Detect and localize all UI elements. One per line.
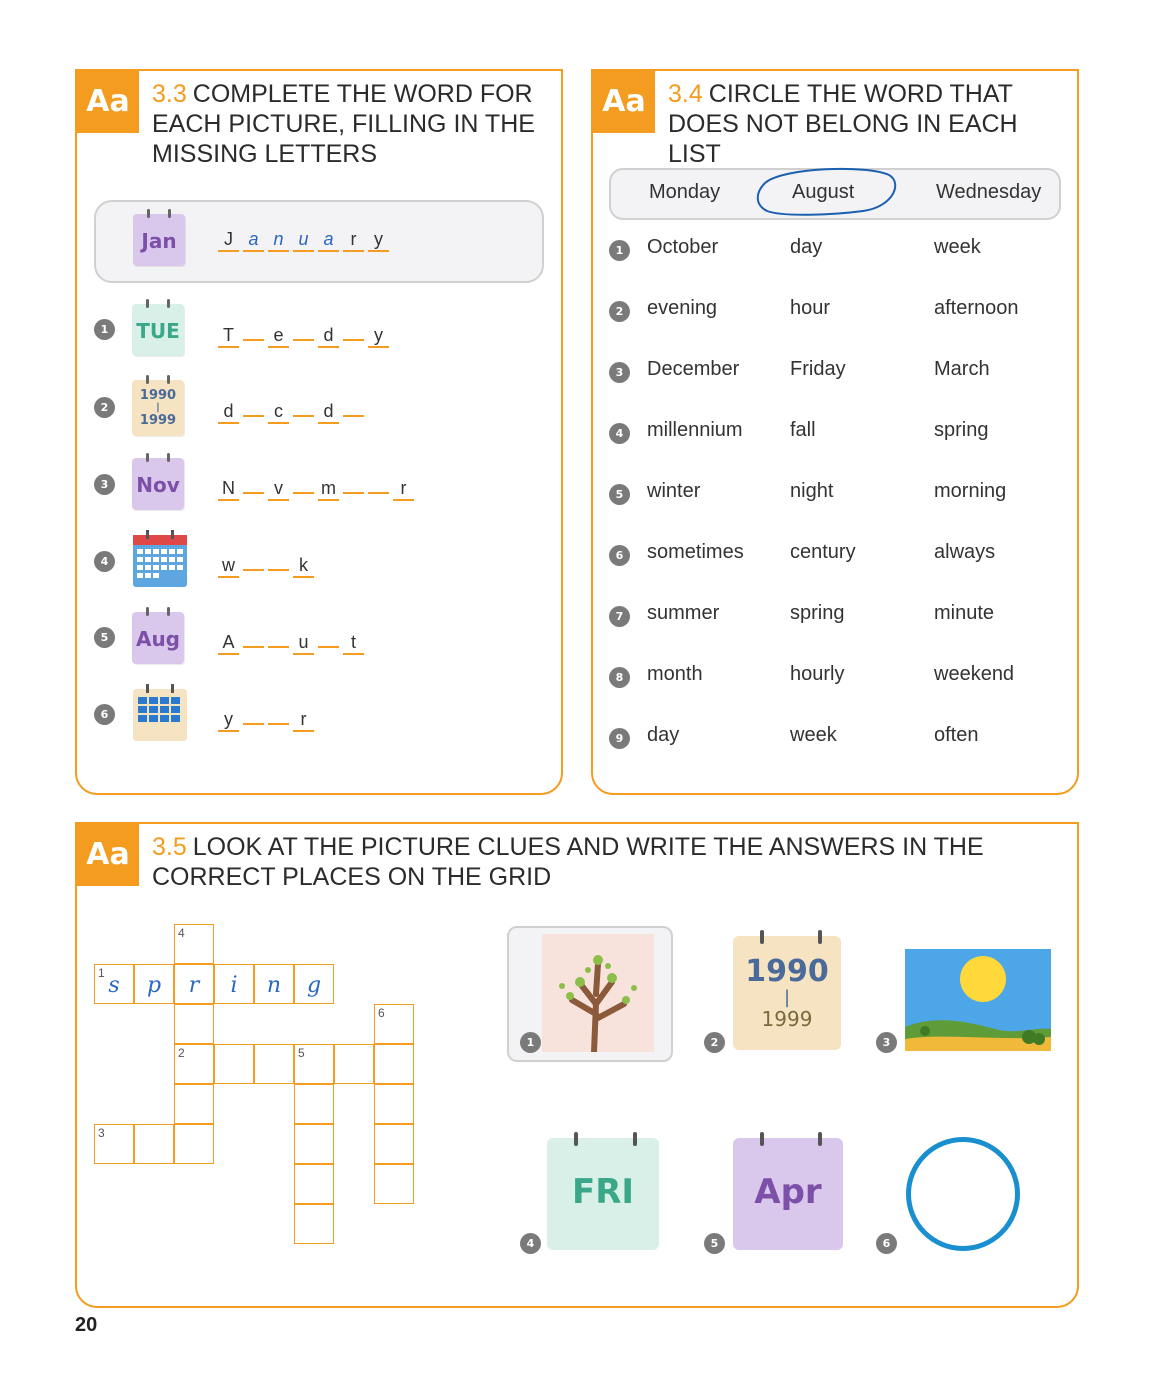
blank[interactable] (243, 470, 264, 494)
exercise-number: 3.5 (152, 833, 187, 861)
clue-number: 5 (704, 1233, 725, 1254)
grid-cell[interactable]: p (134, 964, 174, 1004)
item-number: 9 (609, 728, 630, 749)
letter: m (318, 477, 339, 501)
grid-cell[interactable] (374, 1164, 414, 1204)
circle-icon (906, 1137, 1020, 1251)
calendar-top-year: 1990 (745, 954, 829, 989)
grid-cell[interactable] (294, 1164, 334, 1204)
word-option[interactable]: afternoon (934, 297, 1019, 319)
exercise-3-3-panel (75, 69, 563, 795)
grid-cell[interactable]: 2 (174, 1044, 214, 1084)
item-number: 6 (94, 704, 115, 725)
grid-cell[interactable] (174, 1004, 214, 1044)
item-number: 5 (609, 484, 630, 505)
calendar-ring (818, 1132, 822, 1146)
word-blanks-5 (218, 624, 368, 652)
word-blanks-2 (218, 393, 368, 421)
grid-cell[interactable]: 1 s (94, 964, 134, 1004)
blank[interactable] (243, 393, 264, 417)
word: August (792, 181, 855, 203)
exercise-number: 3.4 (668, 80, 703, 108)
decade-calendar-icon: 1990 | 1999 (132, 380, 184, 436)
blank[interactable] (268, 624, 289, 648)
grid-cell[interactable]: i (214, 964, 254, 1004)
apr-calendar-picture: Apr (733, 1138, 843, 1250)
item-number: 4 (94, 551, 115, 572)
calendar-ring (760, 1132, 764, 1146)
blank[interactable] (343, 393, 364, 417)
clue-number: 3 (876, 1032, 897, 1053)
blank[interactable] (243, 317, 264, 341)
letter: c (268, 400, 289, 424)
item-number: 2 (609, 301, 630, 322)
clue-number: 6 (876, 1233, 897, 1254)
letter: y (368, 228, 389, 252)
blank[interactable] (343, 317, 364, 341)
grid-cell[interactable] (374, 1044, 414, 1084)
item-number: 8 (609, 667, 630, 688)
word-blanks-4 (218, 547, 318, 575)
calendar-icon: TUE (132, 304, 184, 356)
word-option[interactable]: spring (790, 602, 845, 624)
letter: n (268, 228, 289, 252)
grid-cell[interactable]: 5 (294, 1044, 334, 1084)
word-option[interactable]: evening (647, 297, 718, 319)
item-number: 1 (609, 240, 630, 261)
item-number: 3 (94, 474, 115, 495)
word-option[interactable]: month (647, 663, 703, 685)
calendar-icon: Nov (132, 458, 184, 510)
word-option[interactable]: day (790, 236, 823, 258)
grid-cell[interactable]: 3 (94, 1124, 134, 1164)
word-option[interactable]: often (934, 724, 979, 746)
calendar-bottom-year: 1999 (139, 413, 177, 428)
letter: T (218, 324, 239, 348)
calendar-top-year: 1990 (139, 388, 177, 403)
grid-cell[interactable] (294, 1084, 334, 1124)
blank[interactable] (293, 317, 314, 341)
calendar-ring (760, 930, 764, 944)
blank[interactable] (268, 701, 289, 725)
word-option[interactable]: October (647, 236, 719, 258)
blank[interactable] (243, 624, 264, 648)
hand-drawn-circle (753, 165, 899, 221)
letter: a (243, 228, 264, 252)
sunny-landscape-icon (905, 949, 1051, 1051)
item-number: 1 (94, 319, 115, 340)
word-blanks-6 (218, 701, 318, 729)
letter: d (218, 400, 239, 424)
word-blanks-3 (218, 470, 418, 498)
letter: d (318, 324, 339, 348)
letter: v (268, 477, 289, 501)
blank[interactable] (318, 624, 339, 648)
letter: u (293, 228, 314, 252)
word-option[interactable]: week (790, 724, 837, 746)
grid-cell[interactable] (334, 1044, 374, 1084)
letter: A (218, 631, 239, 655)
grid-cell[interactable]: 4 (174, 924, 214, 964)
word-option[interactable]: morning (934, 480, 1007, 502)
item-number: 4 (609, 423, 630, 444)
word: Monday (649, 181, 721, 203)
exercise-instruction: CIRCLE THE WORD THAT DOES NOT BELONG IN EACH LIST (668, 80, 1018, 168)
exercise-3-4-panel (591, 69, 1079, 795)
letter: J (218, 228, 239, 252)
word-option[interactable]: sometimes (647, 541, 744, 563)
word-option[interactable]: Friday (790, 358, 846, 380)
fri-calendar-picture: FRI (547, 1138, 659, 1250)
grid-cell[interactable] (294, 1204, 334, 1244)
grid-cell[interactable]: 6 (374, 1004, 414, 1044)
grid-cell[interactable] (294, 1124, 334, 1164)
item-number: 6 (609, 545, 630, 566)
grid-cell[interactable] (134, 1124, 174, 1164)
word-option[interactable]: summer (647, 602, 720, 624)
word-option[interactable]: day (647, 724, 680, 746)
exercise-instruction: LOOK AT THE PICTURE CLUES AND WRITE THE ANSWERS IN THE CORRECT PLACES ON THE GRID (152, 833, 984, 891)
calendar-year-icon (132, 683, 188, 743)
exercise-number: 3.3 (152, 80, 187, 108)
letter: N (218, 477, 239, 501)
tree-icon (542, 934, 654, 1052)
grid-cell[interactable]: n (254, 964, 294, 1004)
item-number: 2 (94, 397, 115, 418)
blank[interactable] (293, 470, 314, 494)
grid-cell[interactable]: g (294, 964, 334, 1004)
blank[interactable] (343, 470, 364, 494)
letter: r (393, 477, 414, 501)
word-option[interactable]: hour (790, 297, 831, 319)
word-option[interactable]: winter (647, 480, 701, 502)
clue-number: 1 (520, 1032, 541, 1053)
calendar-ring (818, 930, 822, 944)
calendar-icon: Jan (133, 214, 185, 266)
exercise-3-5-panel (75, 822, 1079, 1308)
grid-cell[interactable] (174, 1124, 214, 1164)
letter: d (318, 400, 339, 424)
grid-cell[interactable] (374, 1084, 414, 1124)
word-option[interactable]: night (790, 480, 834, 502)
clue-number: 4 (520, 1233, 541, 1254)
grid-cell[interactable] (254, 1044, 294, 1084)
letter: a (318, 228, 339, 252)
letter: k (293, 554, 314, 578)
letter: y (368, 324, 389, 348)
letter: t (343, 631, 364, 655)
word-option[interactable]: December (647, 358, 740, 380)
letter: r (293, 708, 314, 732)
letter: u (293, 631, 314, 655)
example-word (218, 228, 393, 252)
calendar-ring (574, 1132, 578, 1146)
blank[interactable] (243, 547, 264, 571)
grid-cell[interactable] (174, 1084, 214, 1124)
decade-calendar-picture: 1990 | 1999 (733, 936, 841, 1050)
word-option[interactable]: always (934, 541, 996, 563)
item-number: 3 (609, 362, 630, 383)
aa-badge: Aa (593, 71, 655, 133)
word-option[interactable]: March (934, 358, 990, 380)
blank[interactable] (293, 393, 314, 417)
exercise-title (152, 832, 1032, 892)
grid-cell[interactable]: r (174, 964, 214, 1004)
letter: e (268, 324, 289, 348)
calendar-ring (633, 1132, 637, 1146)
letter: r (343, 228, 364, 252)
word-option[interactable]: minute (934, 602, 995, 624)
word-option[interactable]: weekend (934, 663, 1015, 685)
blank[interactable] (243, 701, 264, 725)
clue-number: 2 (704, 1032, 725, 1053)
exercise-title (668, 79, 1073, 169)
word-option[interactable]: hourly (790, 663, 845, 685)
item-number: 5 (94, 627, 115, 648)
blank[interactable] (368, 470, 389, 494)
calendar-icon: Aug (132, 612, 184, 664)
word-option[interactable]: century (790, 541, 856, 563)
letter: y (218, 708, 239, 732)
exercise-title (152, 79, 552, 169)
exercise-instruction: COMPLETE THE WORD FOR EACH PICTURE, FILLING IN THE MISSING LETTERS (152, 80, 535, 168)
word-blanks-1 (218, 317, 393, 345)
item-number: 7 (609, 606, 630, 627)
calendar-bottom-year: 1999 (761, 1007, 813, 1031)
grid-cell[interactable] (214, 1044, 254, 1084)
aa-badge: Aa (77, 824, 139, 886)
word-option[interactable]: millennium (647, 419, 743, 441)
word-option[interactable]: spring (934, 419, 989, 441)
word-option[interactable]: fall (790, 419, 816, 441)
word-option[interactable]: week (934, 236, 981, 258)
calendar-month-icon (132, 529, 188, 589)
grid-cell[interactable] (374, 1124, 414, 1164)
aa-badge: Aa (77, 71, 139, 133)
blank[interactable] (268, 547, 289, 571)
page-number: 20 (75, 1314, 98, 1336)
word: Wednesday (936, 181, 1042, 203)
letter: w (218, 554, 239, 578)
